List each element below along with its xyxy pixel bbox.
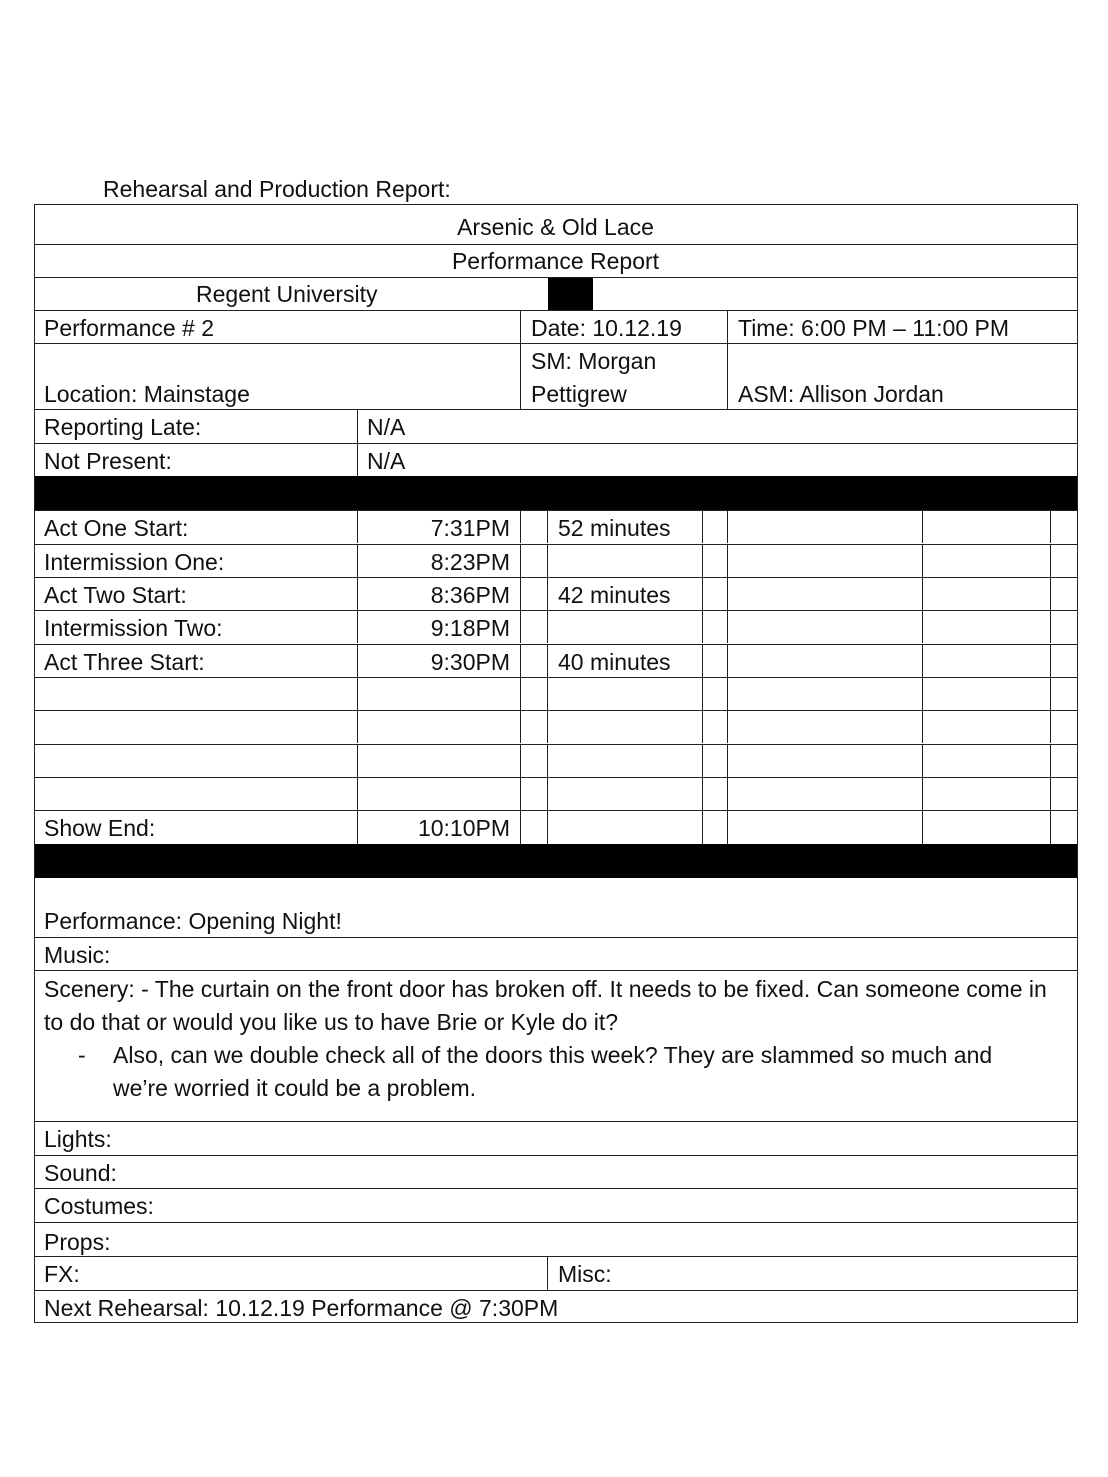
- performance-row: [34, 310, 1077, 343]
- timing-label: Intermission One:: [44, 549, 225, 575]
- timing-duration: 52 minutes: [558, 515, 671, 541]
- stage-manager-line2: Pettigrew: [531, 381, 627, 407]
- music-note: Music:: [44, 942, 111, 968]
- date-field: Date: 10.12.19: [531, 315, 682, 341]
- timing-row: [34, 610, 1077, 643]
- music-row: [34, 937, 1077, 970]
- lights-note: Lights:: [44, 1126, 112, 1152]
- title-row: [34, 204, 1077, 244]
- timing-time: 8:23PM: [430, 549, 510, 575]
- performance-number: Performance # 2: [44, 315, 215, 341]
- fx-misc-row: [34, 1256, 1077, 1290]
- timing-row: [34, 777, 1077, 810]
- timing-row: [34, 544, 1077, 577]
- stage-manager-line1: SM: Morgan: [531, 348, 657, 374]
- timing-row: [34, 510, 1077, 543]
- subtitle-row: [34, 244, 1077, 277]
- section-divider: [34, 476, 1078, 510]
- scenery-row: [34, 970, 1077, 1121]
- timing-label: Intermission Two:: [44, 615, 223, 641]
- scenery-bullet-text: Also, can we double check all of the doors this week? They are slammed so much and we’re worried it could be a problem.: [113, 1042, 993, 1101]
- report-heading: Rehearsal and Production Report:: [103, 176, 451, 202]
- timing-row: [34, 677, 1077, 710]
- timing-time: 9:18PM: [430, 615, 510, 641]
- time-field: Time: 6:00 PM – 11:00 PM: [738, 315, 1010, 341]
- performance-note: Performance: Opening Night!: [44, 908, 342, 934]
- timing-duration: 40 minutes: [558, 649, 671, 675]
- report-subtitle: Performance Report: [451, 248, 660, 274]
- not-present-row: [34, 443, 1077, 476]
- timing-duration: 42 minutes: [558, 582, 671, 608]
- not-present-label: Not Present:: [44, 448, 172, 474]
- timing-label: Act One Start:: [44, 515, 189, 541]
- timing-row: [34, 710, 1077, 743]
- timing-label: Act Two Start:: [44, 582, 187, 608]
- sound-row: [34, 1155, 1077, 1188]
- timing-time: 9:30PM: [430, 649, 510, 675]
- lights-row: [34, 1121, 1077, 1155]
- timing-row: [34, 744, 1077, 777]
- reporting-late-row: [34, 409, 1077, 443]
- timing-row: [34, 577, 1077, 610]
- location-row: [34, 343, 1077, 409]
- school-name: Regent University: [196, 281, 378, 307]
- scenery-note: Scenery: - The curtain on the front door has broken off. It needs to be fixed. Can someone come in to do that or would you like us to have Brie or Kyle do it?: [44, 976, 1047, 1035]
- show-title: Arsenic & Old Lace: [457, 214, 654, 240]
- misc-note: Misc:: [558, 1261, 612, 1287]
- timing-time: 10:10PM: [417, 815, 510, 841]
- reporting-late-label: Reporting Late:: [44, 414, 202, 440]
- costumes-note: Costumes:: [44, 1193, 154, 1219]
- asm-field: ASM: Allison Jordan: [738, 381, 944, 407]
- timing-row: [34, 644, 1077, 677]
- section-divider: [34, 844, 1078, 878]
- timing-time: 7:31PM: [430, 515, 510, 541]
- reporting-late-value: N/A: [367, 414, 406, 440]
- location-field: Location: Mainstage: [44, 381, 250, 407]
- fx-note: FX:: [44, 1261, 80, 1287]
- bullet-dash: -: [78, 1042, 86, 1068]
- props-row: [34, 1222, 1077, 1256]
- timing-time: 8:36PM: [430, 582, 510, 608]
- timing-label: Act Three Start:: [44, 649, 205, 675]
- sound-note: Sound:: [44, 1160, 117, 1186]
- next-rehearsal-row: [34, 1290, 1077, 1323]
- props-note: Props:: [44, 1229, 111, 1255]
- redacted-block: [548, 278, 593, 310]
- timing-label: Show End:: [44, 815, 156, 841]
- performance-note-row: [34, 878, 1077, 937]
- not-present-value: N/A: [367, 448, 406, 474]
- show-end-row: [34, 810, 1077, 844]
- next-rehearsal: Next Rehearsal: 10.12.19 Performance @ 7:30PM: [44, 1295, 559, 1321]
- school-row: [34, 277, 1077, 310]
- costumes-row: [34, 1188, 1077, 1222]
